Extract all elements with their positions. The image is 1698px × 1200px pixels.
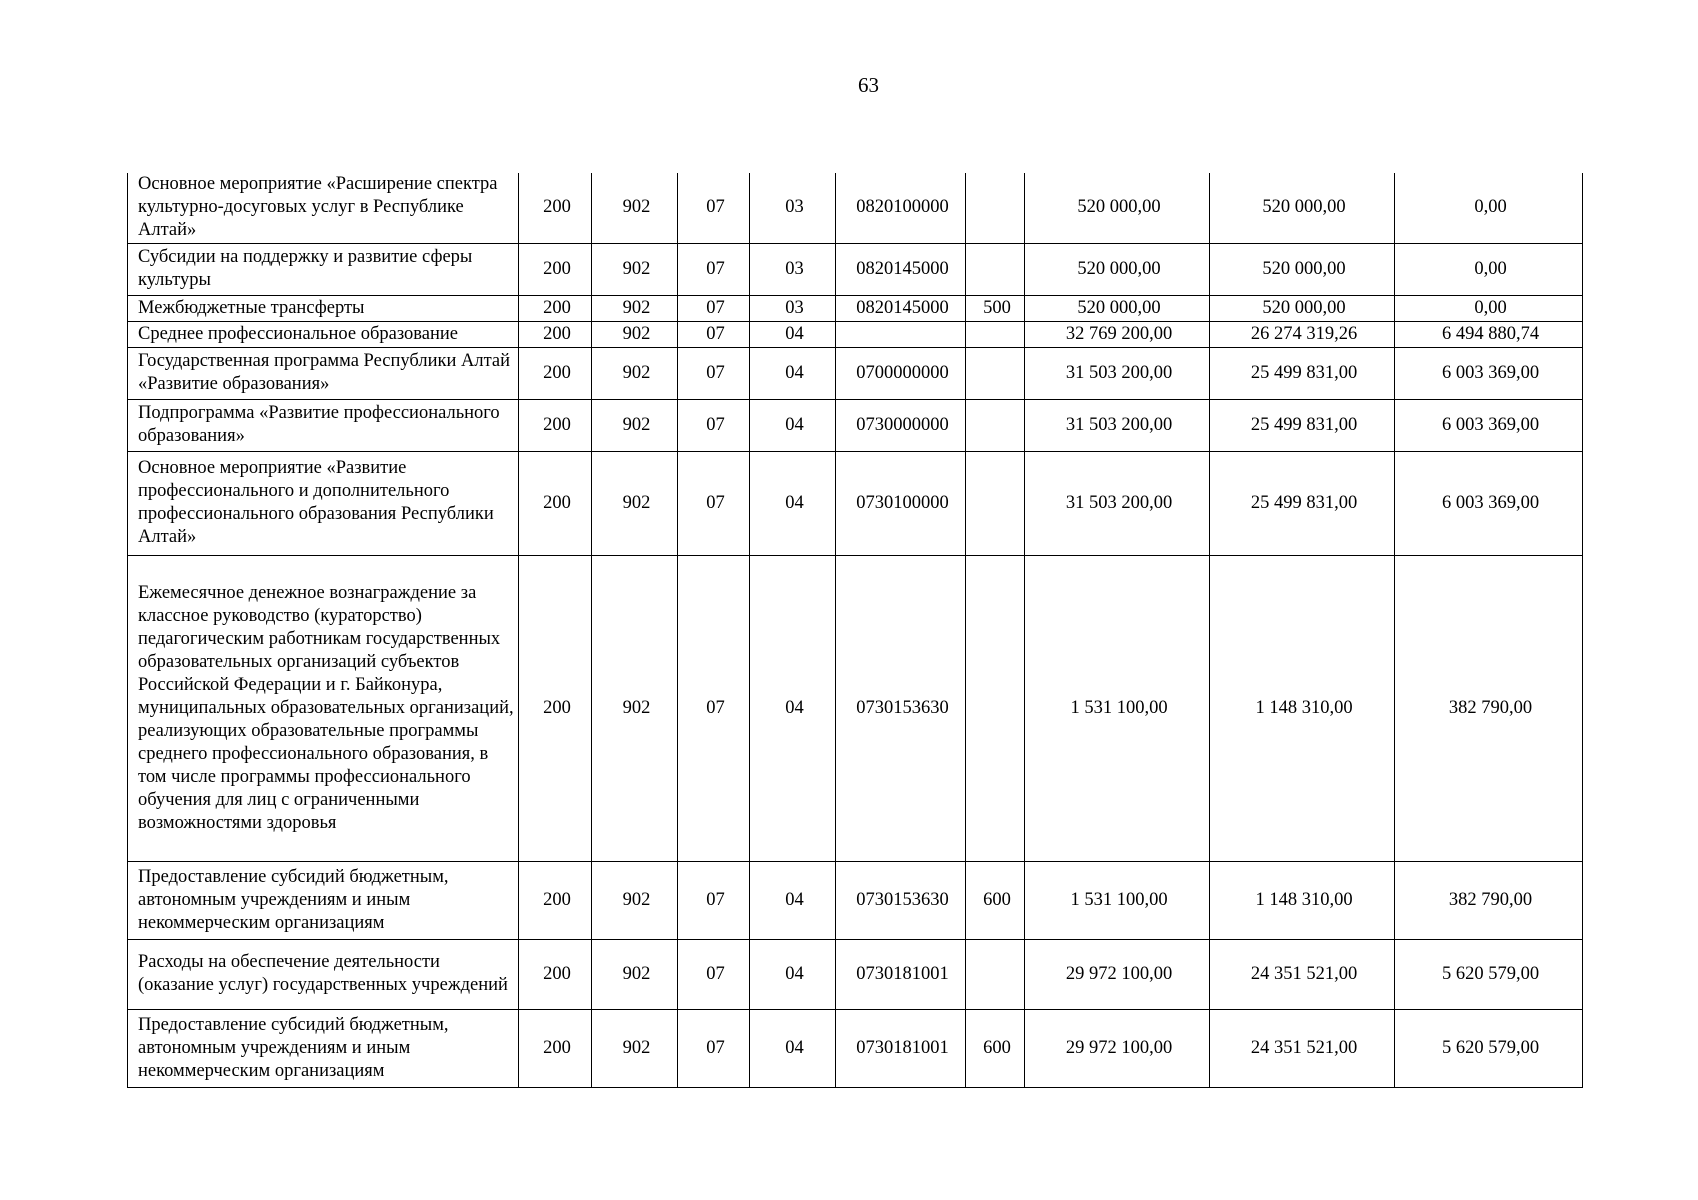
row-code-target: 0730100000: [836, 451, 966, 555]
row-amount-planned: 520 000,00: [1025, 295, 1210, 321]
row-code-subsection: 04: [750, 861, 836, 939]
row-amount-remainder: 0,00: [1395, 295, 1583, 321]
row-name: Основное мероприятие «Развитие профессионального и дополнительного профессионального образования Республики Алтай»: [128, 451, 519, 555]
row-amount-executed: 26 274 319,26: [1210, 321, 1395, 347]
row-code-admin: 200: [519, 173, 592, 243]
row-code-section: 07: [678, 321, 750, 347]
row-code-subsection: 04: [750, 451, 836, 555]
row-amount-remainder: 6 003 369,00: [1395, 451, 1583, 555]
row-amount-remainder: 6 494 880,74: [1395, 321, 1583, 347]
row-name: Ежемесячное денежное вознаграждение за классное руководство (кураторство) педагогическим работникам государственных образовательных организаций субъектов Российской Федерации и г. Байконура, муниципальных образовательных организаций, реализующих образовательные программы среднего профессионального образования, в том числе программы профессионального обучения для лиц с ограниченными возможностями здоровья: [128, 555, 519, 861]
row-code-ministry: 902: [592, 861, 678, 939]
row-name: Предоставление субсидий бюджетным, автономным учреждениям и иным некоммерческим организациям: [128, 1009, 519, 1087]
table-row: [128, 451, 1583, 555]
row-amount-planned: 1 531 100,00: [1025, 861, 1210, 939]
row-code-admin: 200: [519, 1009, 592, 1087]
row-amount-executed: 24 351 521,00: [1210, 1009, 1395, 1087]
row-code-target: 0730153630: [836, 861, 966, 939]
row-amount-planned: 32 769 200,00: [1025, 321, 1210, 347]
row-name: Подпрограмма «Развитие профессионального образования»: [128, 399, 519, 451]
row-code-expense-type: [966, 243, 1025, 295]
row-name: Государственная программа Республики Алтай «Развитие образования»: [128, 347, 519, 399]
table-row: [128, 555, 1583, 861]
row-name: Субсидии на поддержку и развитие сферы культуры: [128, 243, 519, 295]
row-code-target: [836, 321, 966, 347]
row-code-section: 07: [678, 399, 750, 451]
row-code-subsection: 04: [750, 1009, 836, 1087]
table-row: [128, 347, 1583, 399]
row-amount-planned: 31 503 200,00: [1025, 347, 1210, 399]
row-code-admin: 200: [519, 555, 592, 861]
table-row: [128, 173, 1583, 243]
table-row: [128, 399, 1583, 451]
row-code-admin: 200: [519, 939, 592, 1009]
row-code-ministry: 902: [592, 243, 678, 295]
row-amount-remainder: 6 003 369,00: [1395, 347, 1583, 399]
row-code-section: 07: [678, 295, 750, 321]
row-code-target: 0820145000: [836, 243, 966, 295]
row-code-admin: 200: [519, 861, 592, 939]
row-code-expense-type: 600: [966, 1009, 1025, 1087]
row-name: Основное мероприятие «Расширение спектра культурно-досуговых услуг в Республике Алтай»: [128, 173, 519, 243]
row-code-expense-type: [966, 173, 1025, 243]
row-code-expense-type: [966, 321, 1025, 347]
row-code-subsection: 04: [750, 399, 836, 451]
row-amount-planned: 31 503 200,00: [1025, 399, 1210, 451]
row-amount-planned: 31 503 200,00: [1025, 451, 1210, 555]
row-code-admin: 200: [519, 243, 592, 295]
row-code-subsection: 04: [750, 321, 836, 347]
table-row: [128, 1009, 1583, 1087]
row-code-ministry: 902: [592, 1009, 678, 1087]
row-code-ministry: 902: [592, 347, 678, 399]
row-amount-executed: 25 499 831,00: [1210, 347, 1395, 399]
row-code-ministry: 902: [592, 451, 678, 555]
row-name: Межбюджетные трансферты: [128, 295, 519, 321]
row-code-ministry: 902: [592, 321, 678, 347]
row-code-expense-type: [966, 347, 1025, 399]
row-code-admin: 200: [519, 399, 592, 451]
row-code-target: 0730181001: [836, 1009, 966, 1087]
row-amount-planned: 1 531 100,00: [1025, 555, 1210, 861]
row-code-section: 07: [678, 451, 750, 555]
row-name: Расходы на обеспечение деятельности (оказание услуг) государственных учреждений: [128, 939, 519, 1009]
table-row: [128, 861, 1583, 939]
row-code-section: 07: [678, 173, 750, 243]
row-code-subsection: 03: [750, 243, 836, 295]
row-amount-remainder: 6 003 369,00: [1395, 399, 1583, 451]
row-code-section: 07: [678, 1009, 750, 1087]
row-amount-remainder: 382 790,00: [1395, 861, 1583, 939]
row-code-ministry: 902: [592, 939, 678, 1009]
table-row: [128, 243, 1583, 295]
row-amount-executed: 1 148 310,00: [1210, 861, 1395, 939]
row-code-section: 07: [678, 243, 750, 295]
row-amount-executed: 520 000,00: [1210, 243, 1395, 295]
table-row: [128, 321, 1583, 347]
row-code-admin: 200: [519, 347, 592, 399]
row-amount-executed: 25 499 831,00: [1210, 399, 1395, 451]
budget-table: [127, 173, 1583, 1088]
row-name: Среднее профессиональное образование: [128, 321, 519, 347]
row-amount-remainder: 0,00: [1395, 173, 1583, 243]
row-code-expense-type: [966, 555, 1025, 861]
table-row: [128, 939, 1583, 1009]
row-amount-executed: 24 351 521,00: [1210, 939, 1395, 1009]
row-code-section: 07: [678, 347, 750, 399]
table-row: [128, 295, 1583, 321]
row-code-target: 0730000000: [836, 399, 966, 451]
row-code-target: 0700000000: [836, 347, 966, 399]
row-amount-planned: 520 000,00: [1025, 173, 1210, 243]
page-number: 63: [858, 73, 879, 97]
row-amount-executed: 520 000,00: [1210, 295, 1395, 321]
row-amount-planned: 29 972 100,00: [1025, 1009, 1210, 1087]
row-code-subsection: 04: [750, 555, 836, 861]
row-amount-planned: 520 000,00: [1025, 243, 1210, 295]
row-code-ministry: 902: [592, 295, 678, 321]
row-code-target: 0820100000: [836, 173, 966, 243]
row-code-target: 0730153630: [836, 555, 966, 861]
row-code-subsection: 03: [750, 173, 836, 243]
row-code-target: 0820145000: [836, 295, 966, 321]
row-code-ministry: 902: [592, 399, 678, 451]
row-amount-remainder: 5 620 579,00: [1395, 939, 1583, 1009]
row-amount-executed: 25 499 831,00: [1210, 451, 1395, 555]
row-code-ministry: 902: [592, 555, 678, 861]
row-code-expense-type: [966, 399, 1025, 451]
row-amount-remainder: 382 790,00: [1395, 555, 1583, 861]
row-code-section: 07: [678, 939, 750, 1009]
row-code-ministry: 902: [592, 173, 678, 243]
row-amount-executed: 1 148 310,00: [1210, 555, 1395, 861]
row-code-admin: 200: [519, 321, 592, 347]
row-amount-remainder: 5 620 579,00: [1395, 1009, 1583, 1087]
row-code-expense-type: [966, 451, 1025, 555]
row-code-section: 07: [678, 555, 750, 861]
row-amount-remainder: 0,00: [1395, 243, 1583, 295]
row-code-target: 0730181001: [836, 939, 966, 1009]
row-amount-planned: 29 972 100,00: [1025, 939, 1210, 1009]
row-code-subsection: 03: [750, 295, 836, 321]
row-code-section: 07: [678, 861, 750, 939]
row-code-expense-type: [966, 939, 1025, 1009]
table-body: [128, 173, 1583, 1087]
row-amount-executed: 520 000,00: [1210, 173, 1395, 243]
row-code-admin: 200: [519, 451, 592, 555]
row-name: Предоставление субсидий бюджетным, автономным учреждениям и иным некоммерческим организациям: [128, 861, 519, 939]
row-code-expense-type: 500: [966, 295, 1025, 321]
row-code-subsection: 04: [750, 939, 836, 1009]
row-code-admin: 200: [519, 295, 592, 321]
row-code-subsection: 04: [750, 347, 836, 399]
row-code-expense-type: 600: [966, 861, 1025, 939]
